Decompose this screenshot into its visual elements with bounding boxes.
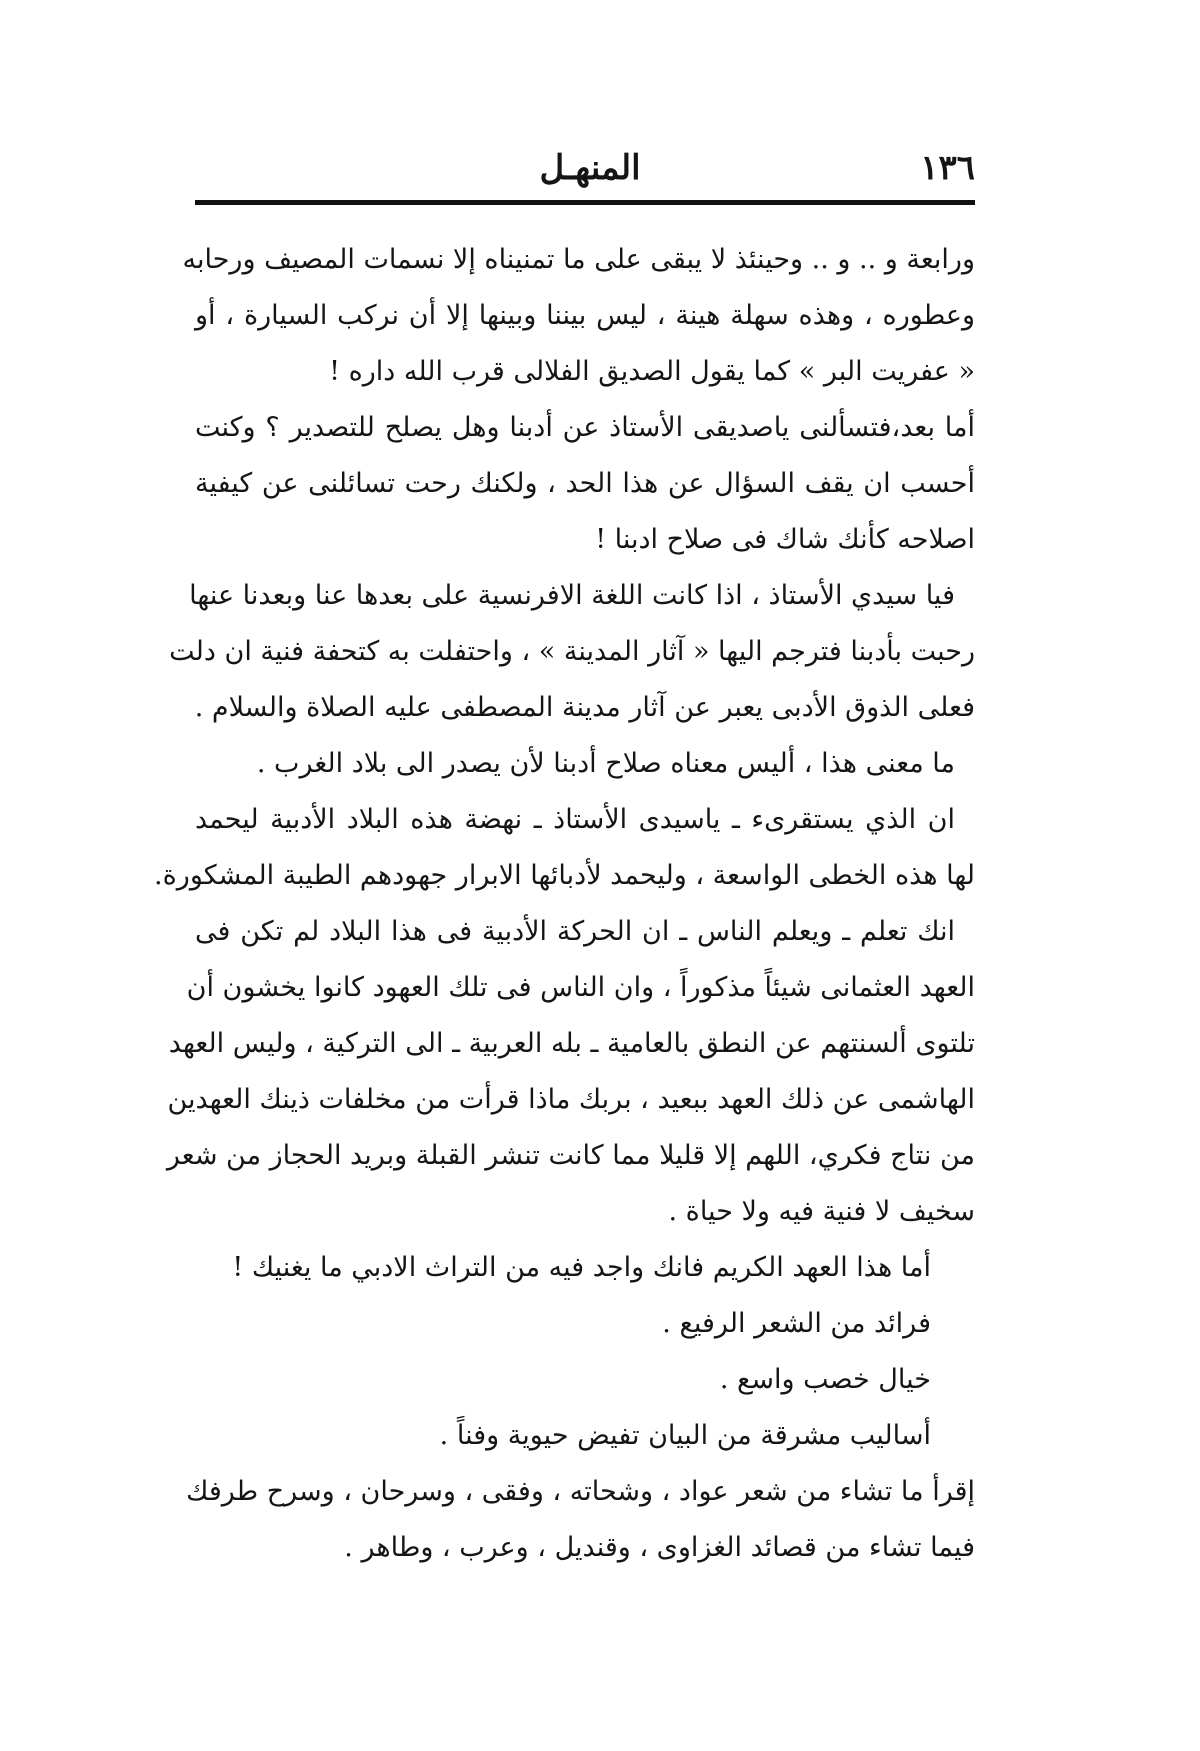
text-line: تلتوى ألسنتهم عن النطق بالعامية ـ بله العربية ـ الى التركية ، وليس العهد [168,1028,975,1059]
text-line: ما معنى هذا ، أليس معناه صلاح أدبنا لأن يصدر الى بلاد الغرب . [256,748,955,779]
journal-title: المنهـل [539,148,641,188]
text-line: العهد العثمانى شيئاً مذكوراً ، وان الناس فى تلك العهود كانوا يخشون أن [186,972,975,1003]
text-line: من نتاج فكري، اللهم إلا قليلا مما كانت تنشر القبلة وبريد الحجاز من شعر [166,1140,975,1171]
paragraph [166,904,975,1240]
text-line: لها هذه الخطى الواسعة ، وليحمد لأدبائها الابرار جهودهم الطيبة المشكورة. [154,860,975,891]
text-line: فيما تشاء من قصائد الغزاوى ، وقنديل ، وعرب ، وطاهر . [344,1532,975,1563]
text-line: سخيف لا فنية فيه ولا حياة . [668,1196,975,1227]
text-line: ورابعة و .. و .. وحينئذ لا يبقى على ما تمنيناه إلا نسمات المصيف ورحابه [182,244,975,275]
page-number: ١٣٦ [920,148,975,188]
text-line: ان الذي يستقرىء ـ ياسيدى الأستاذ ـ نهضة هذه البلاد الأدبية ليحمد [195,804,955,835]
text-line: رحبت بأدبنا فترجم اليها « آثار المدينة » ، واحتفلت به كتحفة فنية ان دلت [169,636,975,667]
running-head [195,148,975,198]
text-line: وعطوره ، وهذه سهلة هينة ، ليس بيننا وبينها إلا أن نركب السيارة ، أو [195,300,975,331]
paragraph [154,792,975,904]
paragraph [195,400,975,568]
text-line: أما هذا العهد الكريم فانك واجد فيه من التراث الادبي ما يغنيك ! [232,1252,931,1283]
paragraph [195,1352,975,1408]
text-line: فيا سيدي الأستاذ ، اذا كانت اللغة الافرنسية على بعدها عنا وبعدنا عنها [189,580,955,611]
paragraph [195,1408,975,1464]
paragraph [182,232,975,400]
paragraph [195,736,975,792]
text-line: انك تعلم ـ ويعلم الناس ـ ان الحركة الأدبية فى هذا البلاد لم تكن فى [195,916,955,947]
article-body [154,232,975,1576]
paragraph [186,1464,975,1576]
text-line: « عفريت البر » كما يقول الصديق الفلالى قرب الله داره ! [329,356,975,387]
paragraph [169,568,975,736]
text-line: فعلى الذوق الأدبى يعبر عن آثار مدينة المصطفى عليه الصلاة والسلام . [194,692,975,723]
text-line: فرائد من الشعر الرفيع . [662,1308,931,1339]
text-line: إقرأ ما تشاء من شعر عواد ، وشحاته ، وفقى ، وسرحان ، وسرح طرفك [186,1476,975,1507]
text-line: أما بعد،فتسألنى ياصديقى الأستاذ عن أدبنا وهل يصلح للتصدير ؟ وكنت [195,412,975,443]
text-line: اصلاحه كأنك شاك فى صلاح ادبنا ! [595,524,975,555]
paragraph [195,1240,975,1296]
text-line: أساليب مشرقة من البيان تفيض حيوية وفناً . [439,1420,931,1451]
text-line: أحسب ان يقف السؤال عن هذا الحد ، ولكنك رحت تسائلنى عن كيفية [195,468,975,499]
header-rule [195,200,975,205]
text-line: الهاشمى عن ذلك العهد ببعيد ، بربك ماذا قرأت من مخلفات ذينك العهدين [167,1084,975,1115]
text-line: خيال خصب واسع . [719,1364,931,1395]
paragraph [195,1296,975,1352]
